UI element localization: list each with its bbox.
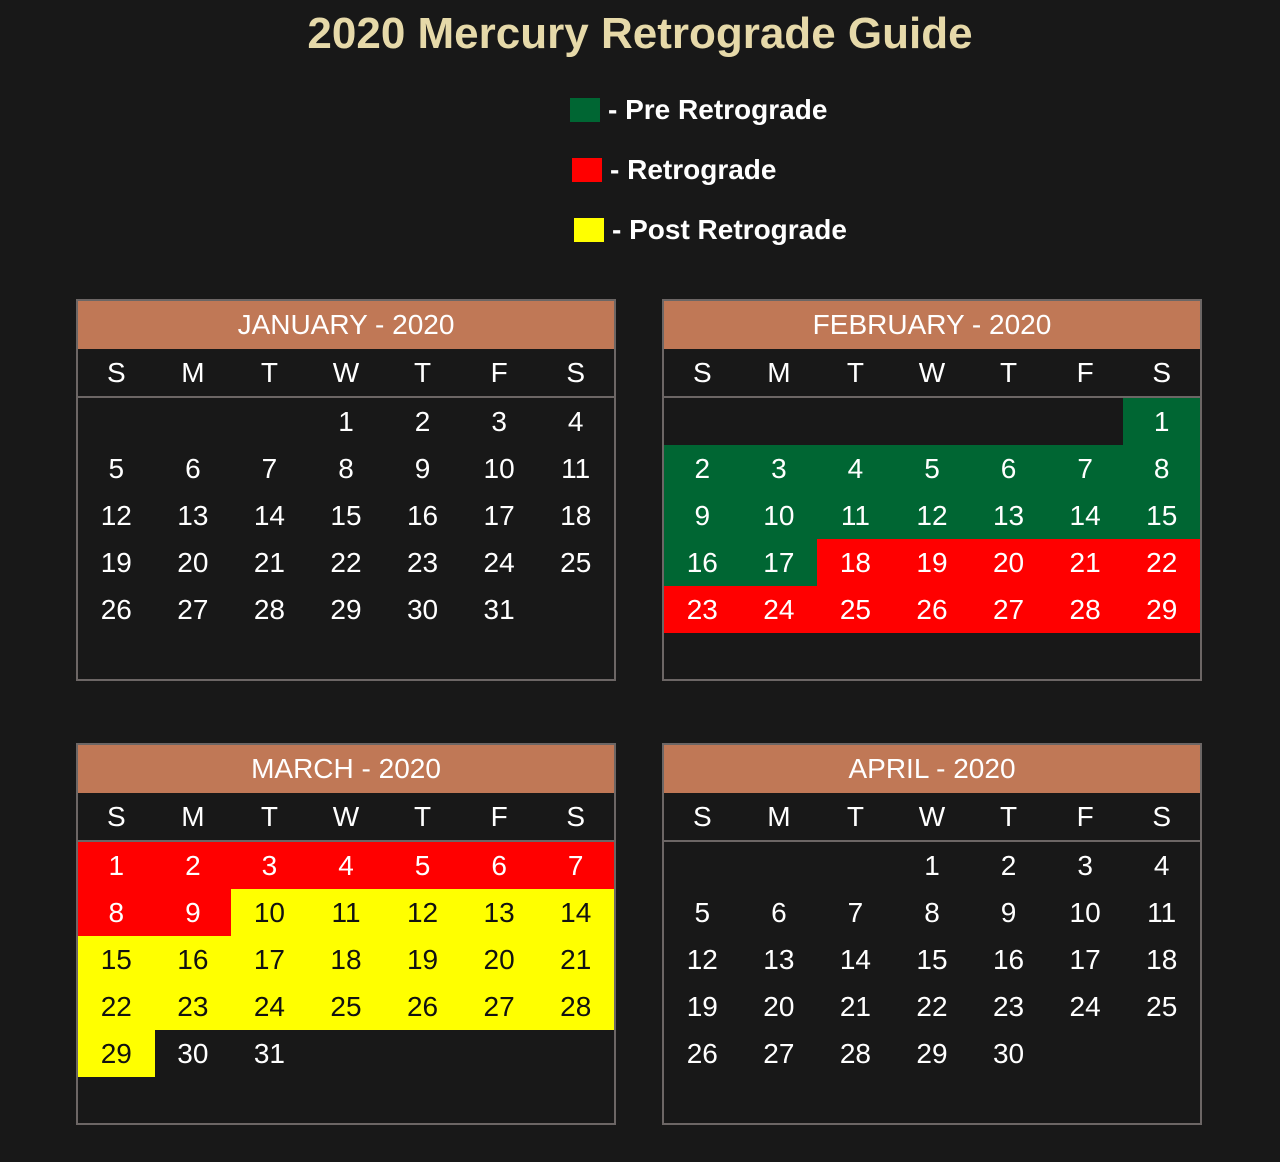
day-cell: 15 xyxy=(330,500,362,531)
month-title: APRIL - 2020 xyxy=(664,745,1200,793)
day-cell: 7 xyxy=(1047,445,1124,492)
day-cell: 7 xyxy=(261,453,278,484)
legend-label-pre: - Pre Retrograde xyxy=(608,94,828,125)
empty-cell xyxy=(817,842,894,889)
day-cell: 8 xyxy=(924,897,940,928)
weekday-label: T xyxy=(260,801,278,832)
day-cell: 8 xyxy=(338,453,354,484)
day-cell: 25 xyxy=(817,586,894,633)
day-cell: 15 xyxy=(1123,492,1200,539)
empty-cell xyxy=(155,398,232,445)
day-cell: 31 xyxy=(253,1038,285,1069)
weekday-label: S xyxy=(106,801,126,832)
empty-cell xyxy=(664,842,741,889)
day-cell: 23 xyxy=(992,991,1025,1022)
weekday-label: T xyxy=(1000,801,1018,832)
day-cell: 3 xyxy=(491,406,507,437)
day-cell: 2 xyxy=(155,842,232,889)
day-cell: 18 xyxy=(560,500,592,531)
day-cell: 20 xyxy=(177,547,209,578)
weekday-label: W xyxy=(918,801,946,832)
empty-cell xyxy=(78,398,155,445)
day-cell: 30 xyxy=(406,594,439,625)
weekday-label: M xyxy=(181,801,205,832)
day-cell: 13 xyxy=(461,889,538,936)
day-cell: 27 xyxy=(461,983,538,1030)
day-cell: 19 xyxy=(686,991,718,1022)
day-cell: 2 xyxy=(414,406,431,437)
days-grid xyxy=(78,398,614,633)
day-cell: 4 xyxy=(567,406,584,437)
day-cell: 18 xyxy=(817,539,894,586)
day-cell: 26 xyxy=(686,1038,718,1069)
empty-cell xyxy=(741,398,818,445)
day-cell: 15 xyxy=(916,944,948,975)
day-cell: 12 xyxy=(894,492,971,539)
day-cell: 9 xyxy=(414,453,431,484)
day-cell: 13 xyxy=(970,492,1047,539)
day-cell: 1 xyxy=(78,842,155,889)
day-cell: 24 xyxy=(483,547,515,578)
day-cell: 28 xyxy=(537,983,614,1030)
day-cell: 17 xyxy=(483,500,515,531)
day-cell: 10 xyxy=(483,453,515,484)
weekday-label: M xyxy=(767,801,791,832)
day-cell: 22 xyxy=(78,983,155,1030)
day-cell: 6 xyxy=(461,842,538,889)
weekday-label: F xyxy=(490,357,508,388)
weekday-label: S xyxy=(692,357,712,388)
day-cell: 21 xyxy=(253,547,285,578)
day-cell: 20 xyxy=(763,991,795,1022)
month-title: JANUARY - 2020 xyxy=(78,301,614,349)
calendar-january xyxy=(76,299,616,681)
day-cell: 19 xyxy=(384,936,461,983)
day-cell: 12 xyxy=(686,944,718,975)
legend-item-post xyxy=(574,210,847,250)
day-cell: 3 xyxy=(1077,850,1093,881)
day-cell: 17 xyxy=(231,936,308,983)
day-cell: 5 xyxy=(694,897,711,928)
day-cell: 4 xyxy=(308,842,385,889)
legend-item-retro xyxy=(572,150,776,190)
day-cell: 26 xyxy=(100,594,132,625)
day-cell: 8 xyxy=(78,889,155,936)
day-cell: 25 xyxy=(1146,991,1178,1022)
day-cell: 18 xyxy=(1146,944,1178,975)
day-cell: 13 xyxy=(763,944,795,975)
day-cell: 31 xyxy=(483,594,515,625)
day-cell: 16 xyxy=(992,944,1025,975)
legend-label-retro: - Retrograde xyxy=(610,154,777,185)
day-cell: 1 xyxy=(1123,398,1200,445)
day-cell: 26 xyxy=(894,586,971,633)
weekday-header-row xyxy=(78,349,614,398)
days-grid xyxy=(664,842,1200,1077)
day-cell: 29 xyxy=(330,594,362,625)
day-cell: 16 xyxy=(406,500,439,531)
day-cell: 24 xyxy=(1069,991,1101,1022)
day-cell: 22 xyxy=(1123,539,1200,586)
calendar-march xyxy=(76,743,616,1125)
day-cell: 19 xyxy=(100,547,132,578)
empty-cell xyxy=(741,842,818,889)
days-grid xyxy=(664,398,1200,633)
weekday-header-row xyxy=(664,349,1200,398)
weekday-header-row xyxy=(664,793,1200,842)
day-cell: 27 xyxy=(970,586,1047,633)
day-cell: 3 xyxy=(741,445,818,492)
day-cell: 12 xyxy=(100,500,132,531)
day-cell: 23 xyxy=(406,547,439,578)
day-cell: 22 xyxy=(916,991,948,1022)
days-grid xyxy=(78,842,614,1077)
retrograde-swatch xyxy=(572,158,602,182)
month-title: FEBRUARY - 2020 xyxy=(664,301,1200,349)
day-cell: 7 xyxy=(537,842,614,889)
day-cell: 1 xyxy=(924,850,940,881)
day-cell: 5 xyxy=(108,453,125,484)
weekday-label: F xyxy=(1076,801,1094,832)
weekday-label: M xyxy=(181,357,205,388)
day-cell: 7 xyxy=(847,897,864,928)
day-cell: 23 xyxy=(155,983,232,1030)
day-cell: 21 xyxy=(1047,539,1124,586)
empty-cell xyxy=(664,398,741,445)
weekday-label: W xyxy=(332,801,360,832)
day-cell: 14 xyxy=(839,944,871,975)
weekday-label: S xyxy=(1152,357,1172,388)
pre-retrograde-swatch xyxy=(570,98,600,122)
day-cell: 5 xyxy=(894,445,971,492)
day-cell: 6 xyxy=(185,453,201,484)
day-cell: 9 xyxy=(155,889,232,936)
day-cell: 18 xyxy=(308,936,385,983)
weekday-label: S xyxy=(1152,801,1172,832)
page-title: 2020 Mercury Retrograde Guide xyxy=(307,9,973,58)
day-cell: 8 xyxy=(1123,445,1200,492)
day-cell: 22 xyxy=(330,547,362,578)
weekday-label: M xyxy=(767,357,791,388)
day-cell: 5 xyxy=(384,842,461,889)
day-cell: 29 xyxy=(916,1038,948,1069)
day-cell: 6 xyxy=(970,445,1047,492)
day-cell: 2 xyxy=(1000,850,1017,881)
day-cell: 30 xyxy=(177,1038,209,1069)
day-cell: 11 xyxy=(1147,897,1177,928)
weekday-label: W xyxy=(332,357,360,388)
legend-item-pre xyxy=(570,90,827,130)
empty-cell xyxy=(817,398,894,445)
day-cell: 24 xyxy=(741,586,818,633)
day-cell: 4 xyxy=(1153,850,1170,881)
day-cell: 17 xyxy=(1069,944,1101,975)
day-cell: 13 xyxy=(177,500,209,531)
day-cell: 9 xyxy=(664,492,741,539)
weekday-label: T xyxy=(260,357,278,388)
day-cell: 12 xyxy=(384,889,461,936)
day-cell: 21 xyxy=(839,991,871,1022)
day-cell: 27 xyxy=(763,1038,795,1069)
day-cell: 25 xyxy=(308,983,385,1030)
calendar-april xyxy=(662,743,1202,1125)
post-retrograde-swatch xyxy=(574,218,604,242)
weekday-label: S xyxy=(566,357,586,388)
day-cell: 28 xyxy=(1047,586,1124,633)
weekday-label: F xyxy=(1076,357,1094,388)
day-cell: 26 xyxy=(384,983,461,1030)
day-cell: 10 xyxy=(231,889,308,936)
weekday-label: S xyxy=(692,801,712,832)
empty-cell xyxy=(894,398,971,445)
day-cell: 30 xyxy=(992,1038,1025,1069)
day-cell: 15 xyxy=(78,936,155,983)
empty-cell xyxy=(970,398,1047,445)
weekday-label: F xyxy=(490,801,508,832)
calendar-february xyxy=(662,299,1202,681)
weekday-header-row xyxy=(78,793,614,842)
day-cell: 29 xyxy=(78,1030,155,1077)
day-cell: 14 xyxy=(253,500,285,531)
weekday-label: T xyxy=(1000,357,1018,388)
day-cell: 3 xyxy=(231,842,308,889)
weekday-label: W xyxy=(918,357,946,388)
day-cell: 14 xyxy=(537,889,614,936)
day-cell: 28 xyxy=(839,1038,871,1069)
day-cell: 10 xyxy=(1069,897,1101,928)
day-cell: 1 xyxy=(338,406,354,437)
day-cell: 21 xyxy=(537,936,614,983)
day-cell: 29 xyxy=(1123,586,1200,633)
empty-cell xyxy=(1047,398,1124,445)
day-cell: 10 xyxy=(741,492,818,539)
day-cell: 4 xyxy=(817,445,894,492)
day-cell: 2 xyxy=(664,445,741,492)
day-cell: 11 xyxy=(308,889,385,936)
weekday-label: T xyxy=(414,801,432,832)
day-cell: 17 xyxy=(741,539,818,586)
day-cell: 11 xyxy=(561,453,591,484)
day-cell: 27 xyxy=(177,594,209,625)
weekday-label: S xyxy=(106,357,126,388)
day-cell: 16 xyxy=(155,936,232,983)
day-cell: 20 xyxy=(461,936,538,983)
month-title: MARCH - 2020 xyxy=(78,745,614,793)
day-cell: 16 xyxy=(664,539,741,586)
empty-cell xyxy=(231,398,308,445)
day-cell: 28 xyxy=(253,594,285,625)
legend-label-post: - Post Retrograde xyxy=(612,214,847,245)
day-cell: 6 xyxy=(771,897,787,928)
day-cell: 11 xyxy=(817,492,894,539)
weekday-label: T xyxy=(414,357,432,388)
day-cell: 23 xyxy=(664,586,741,633)
day-cell: 25 xyxy=(560,547,592,578)
day-cell: 24 xyxy=(231,983,308,1030)
weekday-label: T xyxy=(846,801,864,832)
weekday-label: T xyxy=(846,357,864,388)
weekday-label: S xyxy=(566,801,586,832)
day-cell: 19 xyxy=(894,539,971,586)
day-cell: 14 xyxy=(1047,492,1124,539)
day-cell: 20 xyxy=(970,539,1047,586)
day-cell: 9 xyxy=(1000,897,1017,928)
